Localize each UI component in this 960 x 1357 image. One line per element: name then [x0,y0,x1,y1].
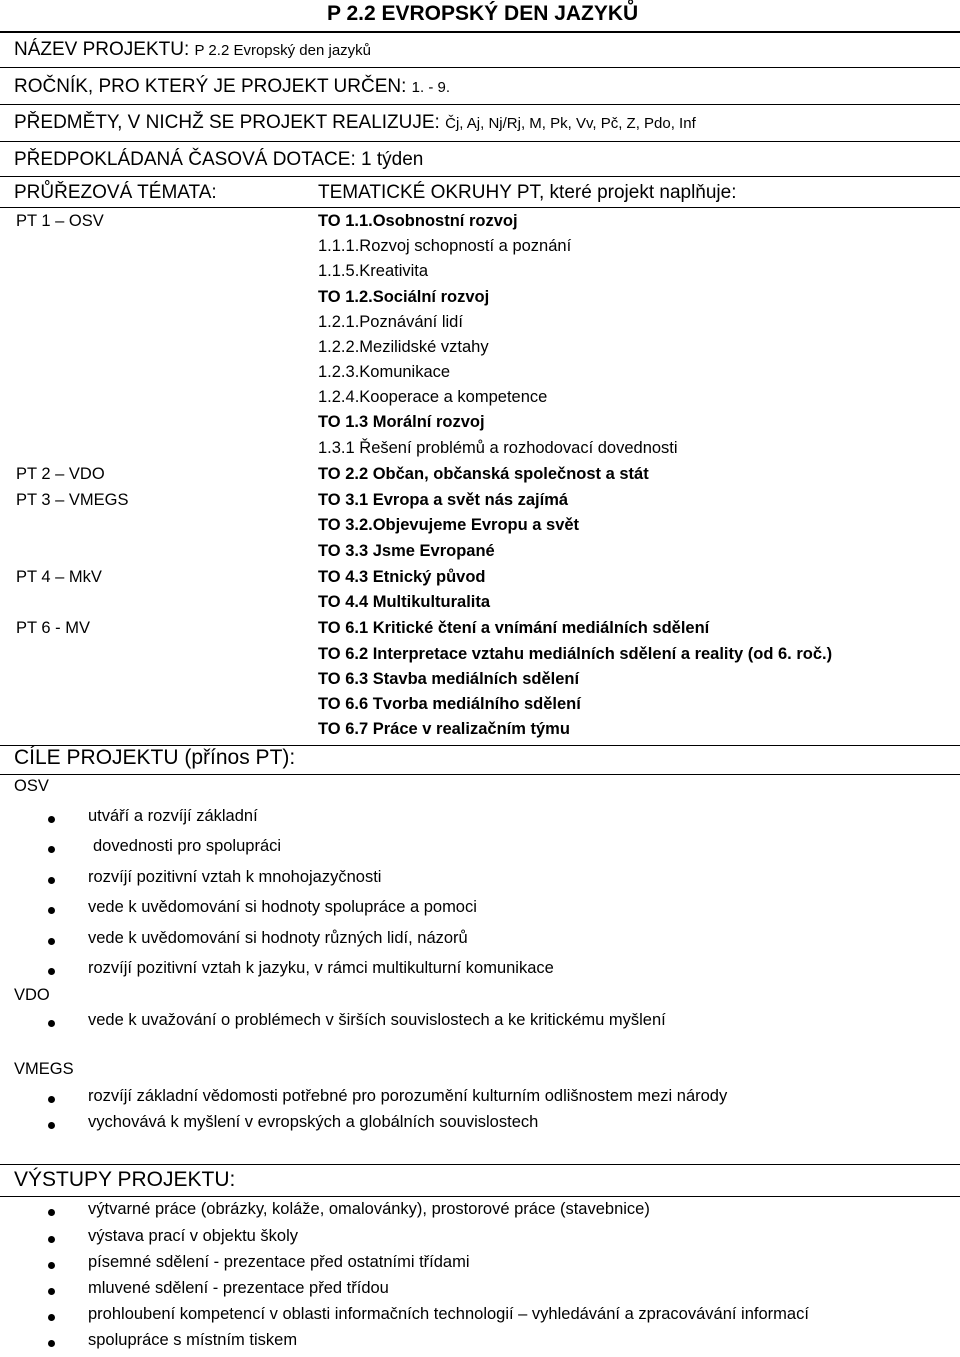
bullet-icon [48,1122,55,1129]
time-label: PŘEDPOKLÁDANÁ ČASOVÁ DOTACE: [14,149,356,170]
divider [0,141,960,142]
goal-item: dovednosti pro spolupráci [93,837,282,855]
topic-item: TO 4.4 Multikulturalita [318,593,491,611]
goal-item: rozvíjí základní vědomosti potřebné pro porozumění kulturním odlišnostem mezi národy [88,1087,728,1105]
pt-label: PT 6 - MV [16,619,90,637]
goal-group-label: OSV [14,777,49,795]
subjects-row [14,112,696,134]
output-item: výtvarné práce (obrázky, koláže, omalovánky), prostorové práce (stavebnice) [88,1200,650,1218]
grade-value: 1. - 9. [411,79,451,96]
bullet-icon [48,1314,55,1321]
subjects-label: PŘEDMĚTY, V NICHŽ SE PROJEKT REALIZUJE: [14,112,440,133]
goal-item: rozvíjí pozitivní vztah k mnohojazyčnosti [88,868,382,886]
topic-item: TO 6.7 Práce v realizačním týmu [318,720,570,738]
bullet-icon [48,877,55,884]
divider [0,176,960,177]
title-underline [0,31,960,33]
topic-item: TO 1.3 Morální rozvoj [318,413,485,431]
project-name-value: P 2.2 Evropský den jazyků [194,42,372,59]
goal-item: vede k uvědomování si hodnoty spolupráce a pomoci [88,898,477,916]
divider [0,207,960,208]
page-title: P 2.2 EVROPSKÝ DEN JAZYKŮ [327,2,639,25]
topic-item: TO 6.2 Interpretace vztahu mediálních sdělení a reality (od 6. roč.) [318,645,833,663]
divider [0,774,960,775]
outputs-heading: VÝSTUPY PROJEKTU: [14,1168,236,1191]
output-item: prohloubení kompetencí v oblasti informačních technologií – vyhledávání a zpracovávání informací [88,1305,809,1323]
topic-item: TO 6.6 Tvorba mediálního sdělení [318,695,581,713]
bullet-icon [48,1209,55,1216]
subjects-value: Čj, Aj, Nj/Rj, M, Pk, Vv, Pč, Z, Pdo, Inf [445,115,696,132]
bullet-icon [48,1340,55,1347]
topic-item: 1.1.1.Rozvoj schopností a poznání [318,237,572,255]
topic-item: TO 6.3 Stavba mediálních sdělení [318,670,580,688]
bullet-icon [48,1262,55,1269]
time-row [14,149,423,171]
bullet-icon [48,907,55,914]
divider [0,104,960,105]
output-item: spolupráce s místním tiskem [88,1331,298,1349]
project-name-label: NÁZEV PROJEKTU: [14,39,190,60]
bullet-icon [48,1020,55,1027]
goal-group-label: VDO [14,986,50,1004]
bullet-icon [48,938,55,945]
topic-item: TO 3.3 Jsme Evropané [318,542,495,560]
topics-label: TEMATICKÉ OKRUHY PT, které projekt naplňuje: [318,182,737,203]
goal-item: rozvíjí pozitivní vztah k jazyku, v rámci multikulturní komunikace [88,959,554,977]
topic-item: TO 3.1 Evropa a svět nás zajímá [318,491,569,509]
topic-item: 1.2.3.Komunikace [318,363,451,381]
pt-label: PT 2 – VDO [16,465,105,483]
topic-item: TO 3.2.Objevujeme Evropu a svět [318,516,580,534]
topic-item: TO 2.2 Občan, občanská společnost a stát [318,465,649,483]
topic-item: 1.2.4.Kooperace a kompetence [318,388,548,406]
goal-item: vede k uvažování o problémech v širších souvislostech a ke kritickému myšlení [88,1011,666,1029]
topic-item: TO 1.1.Osobnostní rozvoj [318,212,518,230]
divider [0,1196,960,1197]
divider [0,67,960,68]
bullet-icon [48,1288,55,1295]
output-item: výstava prací v objektu školy [88,1227,299,1245]
cross-themes-label: PRŮŘEZOVÁ TÉMATA: [14,182,217,203]
project-name-row [14,39,371,61]
output-item: mluvené sdělení - prezentace před třídou [88,1279,389,1297]
bullet-icon [48,846,55,853]
grade-label: ROČNÍK, PRO KTERÝ JE PROJEKT URČEN: [14,76,407,97]
time-value: 1 týden [361,149,424,170]
goals-heading: CÍLE PROJEKTU (přínos PT): [14,746,296,769]
goal-item: vede k uvědomování si hodnoty různých lidí, názorů [88,929,468,947]
bullet-icon [48,1236,55,1243]
bullet-icon [48,1096,55,1103]
topic-item: TO 4.3 Etnický původ [318,568,486,586]
divider [0,1164,960,1165]
pt-label: PT 4 – MkV [16,568,102,586]
bullet-icon [48,816,55,823]
topic-item: 1.3.1 Řešení problémů a rozhodovací dovednosti [318,439,678,457]
bullet-icon [48,968,55,975]
goal-item: utváří a rozvíjí základní [88,807,258,825]
grade-row [14,76,450,98]
pt-label: PT 1 – OSV [16,212,104,230]
output-item: písemné sdělení - prezentace před ostatními třídami [88,1253,470,1271]
topic-item: TO 1.2.Sociální rozvoj [318,288,490,306]
topic-item: 1.2.1.Poznávání lidí [318,313,463,331]
goal-group-label: VMEGS [14,1060,74,1078]
pt-label: PT 3 – VMEGS [16,491,129,509]
topic-item: TO 6.1 Kritické čtení a vnímání mediálních sdělení [318,619,710,637]
topic-item: 1.2.2.Mezilidské vztahy [318,338,489,356]
topic-item: 1.1.5.Kreativita [318,262,429,280]
goal-item: vychovává k myšlení v evropských a globálních souvislostech [88,1113,539,1131]
